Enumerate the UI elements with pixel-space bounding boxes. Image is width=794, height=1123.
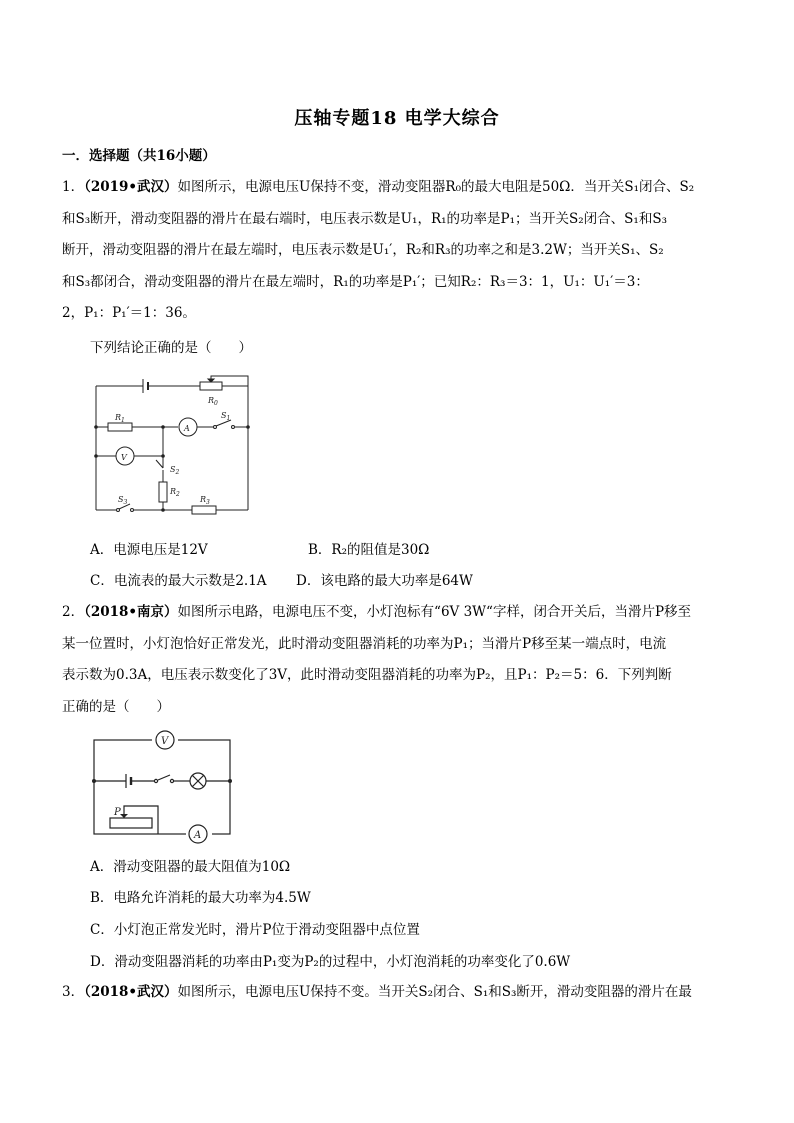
question-2-source: （2018•南京） (84, 604, 178, 620)
q1-option-c: C．电流表的最大示数是2.1A (90, 573, 267, 589)
question-1-text-1: 如图所示，电源电压U保持不变，滑动变阻器R₀的最大电阻是50Ω．当开关S₁闭合、S₂ (177, 179, 695, 195)
q2-ammeter-label: A (194, 830, 202, 841)
s3-label: $S_3$ (118, 495, 128, 506)
question-1-source: （2019•武汉） (84, 179, 178, 195)
page-title: 压轴专题18 电学大综合 (294, 108, 500, 129)
question-2-number: 2． (62, 604, 85, 620)
question-2-line-4: 正确的是（ ） (62, 698, 170, 715)
question-1 (62, 172, 740, 330)
question-1-line-3: 断开，滑动变阻器的滑片在最左端时，电压表示数是U₁′，R₂和R₃的功率之和是3.2W；当开关S₁、S₂ (62, 242, 664, 258)
question-3-line-1 (62, 977, 740, 1009)
question-1-number: 1． (62, 179, 85, 195)
question-2-line-1 (62, 597, 740, 629)
r3-label: $R_3$ (200, 495, 210, 506)
q1-option-b: B．R₂的阻值是30Ω (308, 542, 430, 558)
question-1-line-1 (62, 172, 740, 204)
section-heading: 一．选择题（共16小题） (62, 148, 216, 164)
q2-option-d: D．滑动变阻器消耗的功率由P₁变为P₂的过程中，小灯泡消耗的功率变化了0.6W (90, 954, 571, 970)
q2-voltmeter-label: V (161, 736, 169, 747)
question-1-line-2: 和S₃断开，滑动变阻器的滑片在最右端时，电压表示数是U₁，R₁的功率是P₁；当开关S₂闭合、S₁和S₃ (62, 210, 668, 227)
question-2-line-2: 某一位置时，小灯泡恰好正常发光，此时滑动变阻器消耗的功率为P₁；当滑片P移至某一端点时，电流 (62, 635, 667, 652)
q2-option-a: A．滑动变阻器的最大阻值为10Ω (90, 859, 291, 875)
r1-label: $R_1$ (115, 413, 125, 424)
s1-label: $S_1$ (221, 411, 231, 422)
q2-option-c: C．小灯泡正常发光时，滑片P位于滑动变阻器中点位置 (90, 922, 420, 938)
question-2 (62, 597, 740, 723)
question-1-line-4: 和S₃都闭合，滑动变阻器的滑片在最左端时，R₁的功率是P₁′；已知R₂：R₃＝3：1，U₁：U₁′＝3： (62, 273, 649, 290)
q1-option-d: D．该电路的最大功率是64W (296, 573, 473, 589)
r0-label: $R_0$ (208, 396, 218, 407)
s2-label: $S_2$ (170, 465, 180, 476)
question-2-text-1: 如图所示电路，电源电压不变，小灯泡标有“6V 3W“字样，闭合开关后，当滑片P移至 (177, 604, 692, 620)
circuit-diagram-1 (88, 370, 258, 520)
r2-label: $R_2$ (170, 487, 180, 498)
question-3-text-1: 如图所示，电源电压U保持不变。当开关S₂闭合、S₁和S₃断开，滑动变阻器的滑片在最 (177, 984, 692, 1000)
q1-option-a: A．电源电压是12V (90, 542, 208, 558)
question-3 (62, 977, 740, 1009)
q2-option-b: B．电路允许消耗的最大功率为4.5W (90, 890, 311, 906)
question-3-number: 3． (62, 984, 85, 1000)
q2-slider-label: P (114, 807, 121, 818)
question-3-source: （2018•武汉） (84, 984, 178, 1000)
question-1-prompt: 下列结论正确的是（ ） (90, 340, 252, 356)
question-1-line-5: 2，P₁：P₁′＝1：36。 (62, 305, 196, 321)
circuit-diagram-2 (88, 728, 238, 840)
ammeter-label: A (184, 424, 190, 433)
question-2-line-3: 表示数为0.3A，电压表示数变化了3V，此时滑动变阻器消耗的功率为P₂，且P₁：P₂＝5：6．下列判断 (62, 667, 672, 683)
voltmeter-label: V (121, 453, 127, 462)
